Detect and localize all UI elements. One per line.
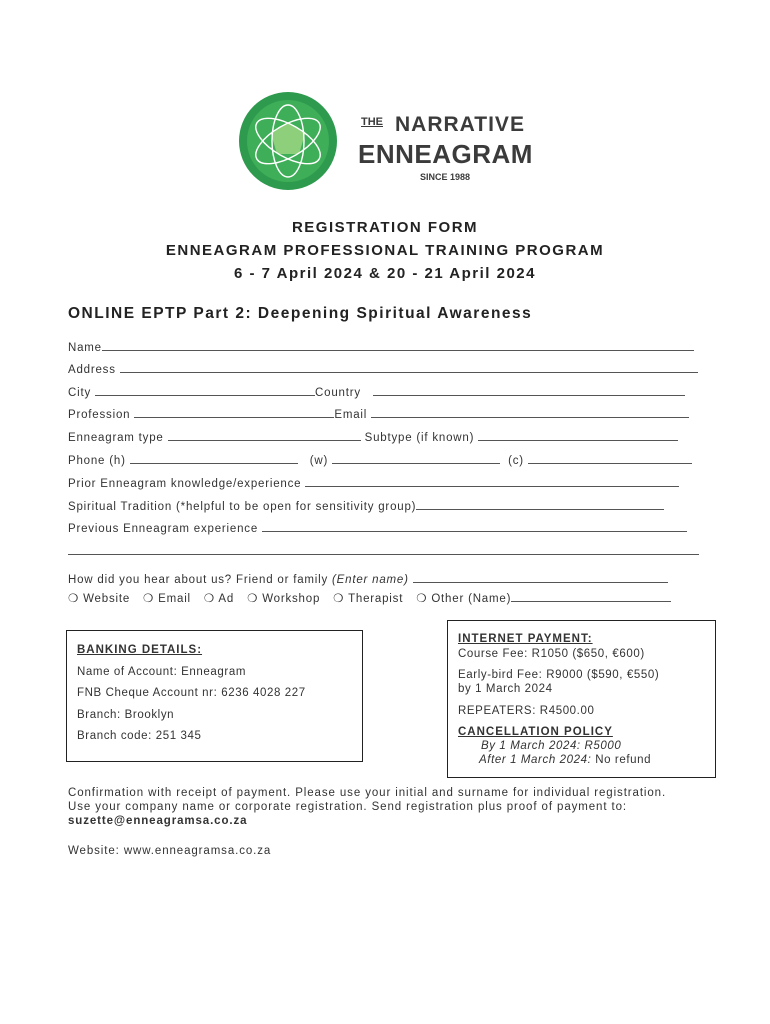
account-number: FNB Cheque Account nr: 6236 4028 227	[77, 687, 306, 699]
address-label: Address	[68, 364, 116, 376]
enneagram-type-label: Enneagram type	[68, 432, 164, 444]
corporate-text: Use your company name or corporate registration. Send registration plus proof of payment to:	[68, 801, 628, 813]
city-label: City	[68, 387, 92, 399]
prior-label: Prior Enneagram knowledge/experience	[68, 478, 302, 490]
branch-code: Branch code: 251 345	[77, 730, 202, 742]
profession-row	[68, 407, 689, 421]
address-row	[68, 362, 698, 376]
profession-label: Profession	[68, 409, 131, 421]
website-link[interactable]: Website: www.enneagramsa.co.za	[68, 845, 272, 857]
course-fee: Course Fee: R1050 ($650, €600)	[458, 648, 645, 660]
source-options	[68, 591, 671, 605]
spiritual-label: Spiritual Tradition (*helpful to be open for sensitivity group)	[68, 501, 417, 513]
hear-label: How did you hear about us? Friend or family	[68, 574, 329, 586]
phone-w-field[interactable]	[332, 453, 500, 464]
name-row	[68, 340, 694, 354]
branch: Branch: Brooklyn	[77, 709, 175, 721]
previous-field[interactable]	[262, 521, 687, 532]
previous-label: Previous Enneagram experience	[68, 523, 259, 535]
previous-field-continued[interactable]	[68, 544, 699, 555]
cancellation-after: After 1 March 2024: No refund	[479, 754, 652, 766]
prior-row	[68, 476, 679, 490]
previous-row	[68, 521, 687, 535]
profession-field[interactable]	[134, 407, 334, 418]
internet-payment-box	[447, 620, 716, 778]
city-field[interactable]	[95, 385, 315, 396]
phone-h-field[interactable]	[130, 453, 298, 464]
logo-emblem	[239, 92, 337, 190]
option-email[interactable]: ❍ Email	[143, 593, 191, 605]
name-field[interactable]	[102, 340, 694, 351]
city-row	[68, 385, 685, 399]
banking-details-box	[66, 630, 363, 762]
hear-field[interactable]	[413, 572, 668, 583]
logo-enneagram: ENNEAGRAM	[358, 139, 533, 169]
hear-row	[68, 572, 668, 586]
option-workshop[interactable]: ❍ Workshop	[247, 593, 321, 605]
program-dates: 6 - 7 April 2024 & 20 - 21 April 2024	[233, 265, 536, 282]
form-title: REGISTRATION FORM	[291, 219, 479, 236]
logo-narrative: NARRATIVE	[395, 113, 525, 136]
country-label: Country	[315, 387, 361, 399]
spiritual-field[interactable]	[416, 499, 664, 510]
enneagram-type-row	[68, 430, 678, 444]
enneagram-type-field[interactable]	[168, 430, 361, 441]
option-website[interactable]: ❍ Website	[68, 593, 131, 605]
logo-since: SINCE 1988	[420, 172, 471, 182]
email-field[interactable]	[371, 407, 689, 418]
subtype-label: Subtype (if known)	[364, 432, 475, 444]
program-title: ENNEAGRAM PROFESSIONAL TRAINING PROGRAM	[165, 242, 605, 259]
address-field[interactable]	[120, 362, 698, 373]
option-therapist[interactable]: ❍ Therapist	[333, 593, 404, 605]
confirmation-text: Confirmation with receipt of payment. Please use your initial and surname for individual registration.	[68, 787, 667, 799]
phone-c-label: (c)	[508, 455, 524, 467]
name-label: Name	[68, 342, 102, 354]
phone-row	[68, 453, 692, 467]
banking-header: BANKING DETAILS:	[77, 644, 203, 656]
phone-w-label: (w)	[309, 455, 329, 467]
contact-email[interactable]: suzette@enneagramsa.co.za	[68, 815, 248, 827]
internet-header: INTERNET PAYMENT:	[458, 633, 593, 645]
cancellation-header: CANCELLATION POLICY	[458, 726, 613, 738]
option-ad[interactable]: ❍ Ad	[203, 593, 235, 605]
hear-hint: (Enter name)	[332, 574, 409, 586]
email-label: Email	[334, 409, 368, 421]
session-subtitle: ONLINE EPTP Part 2: Deepening Spiritual Awareness	[68, 305, 533, 322]
prior-field[interactable]	[305, 476, 679, 487]
account-name: Name of Account: Enneagram	[77, 666, 247, 678]
repeaters-fee: REPEATERS: R4500.00	[458, 705, 595, 717]
phone-c-field[interactable]	[528, 453, 692, 464]
early-bird-date: by 1 March 2024	[458, 683, 553, 695]
previous-continued-row	[68, 544, 699, 558]
logo-the: THE	[361, 116, 383, 128]
other-name-field[interactable]	[511, 591, 671, 602]
early-bird-fee: Early-bird Fee: R9000 ($590, €550)	[458, 669, 660, 681]
subtype-field[interactable]	[478, 430, 678, 441]
option-other[interactable]: ❍ Other (Name)	[416, 593, 512, 605]
country-field[interactable]	[373, 385, 685, 396]
cancellation-before: By 1 March 2024: R5000	[481, 740, 622, 752]
spiritual-row	[68, 499, 664, 513]
phone-h-label: Phone (h)	[68, 455, 126, 467]
